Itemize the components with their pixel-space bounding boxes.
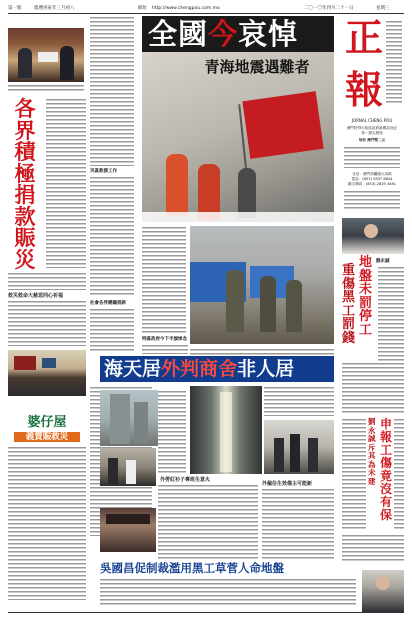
masthead-publisher-1: 澳門特別行政區政府新聞局登記 [346, 126, 398, 130]
lower-subhead-a: 外勞紅衫子專班生意火 [160, 477, 211, 483]
charity-logo [14, 416, 80, 442]
page-number: 第一版 [8, 6, 22, 11]
tent-photo [190, 226, 334, 344]
website-label: 網址 [138, 6, 147, 11]
corridor-photo [190, 386, 262, 474]
right-headline: 地盤未罰停工 重傷黑工罰錢 [342, 255, 373, 346]
dorm-photo [100, 508, 156, 552]
speaker-photo [362, 570, 404, 612]
mid-left-subhead-b: 社會各界踴躍捐款 [90, 301, 126, 306]
right-caption: 劉永誠 [376, 259, 390, 264]
masthead-title-top: 正 [344, 15, 383, 60]
main-headline-text: 全國今哀悼 [148, 17, 299, 51]
lunar-date: 農曆庚寅年三月初八 [34, 6, 75, 11]
weekday: 星期三 [376, 6, 390, 11]
charity-logo-subtitle: 義賣賑救災 [14, 432, 80, 442]
lower-subhead-b: 外僱住生效備主可能新 [262, 481, 313, 487]
masthead [340, 16, 404, 212]
masthead-title-bottom: 報 [344, 67, 383, 112]
masthead-address-2: 電話：(853) 2837 8844 [351, 177, 393, 181]
left-headline: 各 界 積 極 捐 款 賑 災 [14, 96, 36, 272]
masthead-publisher-2: 第一類出版物 [361, 131, 383, 135]
center-subhead-a: 特區政府今下半旗悼念 [142, 337, 187, 342]
charity-logo-title: 婆仔屋 [27, 415, 67, 430]
official-photo [342, 218, 404, 254]
masthead-english: JORNAL CHENG POU [351, 118, 393, 123]
issue-date: 二〇一〇年四月二十一日 [304, 6, 354, 11]
left-subhead: 救災救命大慈悲同心祈福 [8, 293, 64, 299]
bottom-rule [8, 612, 404, 613]
meeting-photo [8, 350, 86, 396]
masthead-price: 每份 澳門幣二元 [358, 138, 386, 142]
masthead-address-3: 圖文傳真：(853) 2835 4481 [347, 182, 397, 186]
website-link[interactable]: http://www.chengpou.com.mo [152, 6, 220, 11]
mid-left-subhead-a: 災區救援工作 [90, 169, 117, 174]
header-bar [8, 4, 404, 14]
masthead-address-1: 社址：澳門荷蘭園大馬路 [352, 172, 392, 176]
building-photo [100, 390, 158, 446]
press-photo [100, 448, 156, 486]
right-lower-sub: 劉永誠斥其為未建 [368, 417, 376, 486]
right-lower-headline: 申報工傷竟沒有保 [380, 417, 393, 522]
donation-photo [8, 28, 84, 82]
sub-headline: 青海地震遇難者 [204, 58, 310, 76]
banner-headline-text: 海天居外判商舍非人居 [104, 358, 295, 380]
bottom-headline: 吳國昌促制裁濫用黑工草菅人命地盤 [100, 561, 284, 575]
earthquake-photo [142, 52, 334, 222]
site-visit-photo [264, 420, 334, 474]
